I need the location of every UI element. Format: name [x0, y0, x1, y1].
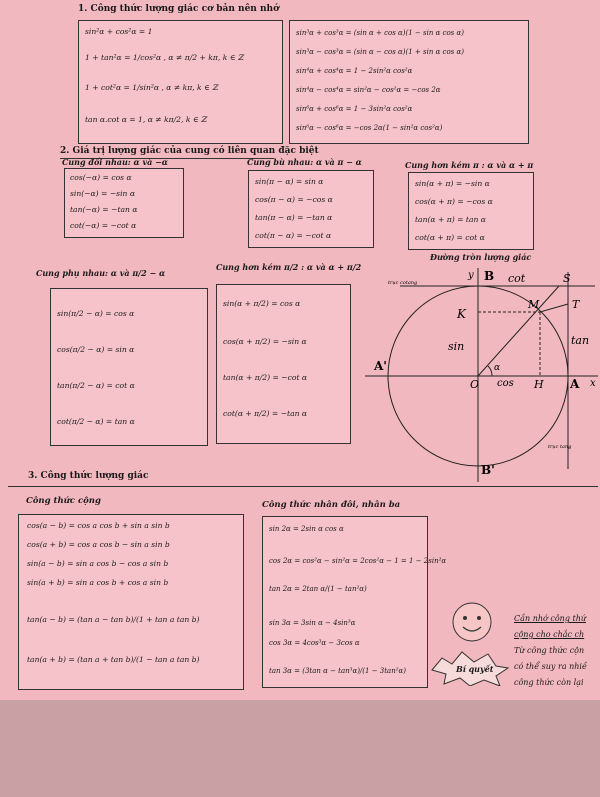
note-line: cộng cho chắc ch	[514, 630, 585, 639]
power-formula: sin⁶α − cos⁶α = −cos 2α(1 − sin²α cos²α)	[296, 124, 443, 132]
multiplication-formula: sin 3α = 3sin α − 4sin³α	[269, 619, 356, 627]
pi-diff-formula: cot(α + π) = cot α	[415, 233, 485, 242]
multiplication-formula: tan 3α = (3tan α − tan³α)/(1 − 3tan²α)	[269, 667, 406, 675]
label-a: A	[570, 377, 580, 391]
smiley-eye	[463, 616, 467, 620]
label-t: T	[572, 298, 580, 311]
pi-diff-formula: sin(α + π) = −sin α	[415, 179, 490, 188]
label-tan: tan	[571, 334, 590, 347]
multiplication-formula: cos 3α = 4cos³α − 3cos α	[269, 639, 360, 647]
label-m: M	[528, 298, 540, 311]
label-sin: sin	[448, 340, 465, 353]
half-pi-diff-formula: cot(α + π/2) = −tan α	[223, 409, 308, 418]
multiplication-formula: sin 2α = 2sin α cos α	[269, 525, 344, 533]
label-a-prime: A'	[374, 359, 387, 373]
smiley-eye	[477, 616, 481, 620]
complement-formula: sin(π/2 − α) = cos α	[57, 309, 135, 318]
complement-box	[50, 288, 208, 446]
note-line: công thức còn lại	[514, 678, 584, 687]
addition-formula: cos(a + b) = cos a cos b − sin a sin b	[27, 540, 170, 549]
complement-formula: tan(π/2 − α) = cot α	[57, 381, 135, 390]
half-pi-diff-formula: tan(α + π/2) = −cot α	[223, 373, 308, 382]
opposite-formula: cot(−α) = −cot α	[70, 221, 137, 230]
supplement-formula: cot(π − α) = −cot α	[255, 231, 332, 240]
label-o: O	[470, 378, 480, 391]
complement-formula: cot(π/2 − α) = tan α	[57, 417, 135, 426]
complement-title: Cung phụ nhau: α và π/2 − α	[36, 268, 166, 278]
label-alpha: α	[494, 363, 501, 373]
supplement-formula: cos(π − α) = −cos α	[255, 195, 333, 204]
label-cotangent-axis: trục cotang	[388, 280, 418, 286]
circle-title: Đường tròn lượng giác	[430, 252, 532, 262]
label-s: S	[563, 272, 571, 285]
pi-diff-formula: tan(α + π) = tan α	[415, 215, 486, 224]
addition-formula: sin(a + b) = sin a cos b + cos a sin b	[27, 578, 169, 587]
addition-formula: tan(a − b) = (tan a − tan b)/(1 + tan a tan b)	[27, 615, 200, 624]
label-y: y	[468, 270, 474, 281]
note-line: Cần nhớ công thứ	[514, 614, 587, 623]
ray-to-s	[478, 286, 559, 376]
opposite-box	[64, 168, 184, 238]
multiplication-box	[262, 516, 447, 688]
table-surface	[0, 700, 600, 797]
half-pi-diff-formula: cos(α + π/2) = −sin α	[223, 337, 307, 346]
section1-right-box	[289, 20, 529, 144]
label-k: K	[457, 307, 466, 321]
opposite-title: Cung đối nhau: α và −α	[62, 157, 168, 167]
note-line: Từ công thức cộn	[514, 646, 585, 655]
opposite-formula: tan(−α) = −tan α	[70, 205, 138, 214]
complement-formula: cos(π/2 − α) = sin α	[57, 345, 135, 354]
multiplication-formula: cos 2α = cos²α − sin²α = 2cos²α − 1 = 1 − 2sin²α	[269, 557, 447, 565]
section3-title: 3. Công thức lượng giác	[28, 471, 149, 481]
power-formula: sin⁴α + cos⁴α = 1 − 2sin²α cos²α	[296, 67, 413, 75]
pi-diff-box	[408, 172, 534, 250]
section1-left-box	[78, 20, 283, 144]
note-line: có thể suy ra nhiề	[514, 662, 587, 671]
label-b: B	[484, 269, 495, 283]
label-tangent-axis: trục tang	[548, 444, 572, 450]
opposite-formula: sin(−α) = −sin α	[70, 189, 135, 198]
label-h: H	[534, 378, 544, 391]
section1-title: 1. Công thức lượng giác cơ bản nên nhớ	[78, 4, 280, 14]
ray-to-t	[540, 304, 568, 312]
pi-diff-title: Cung hơn kém π : α và α + π	[405, 160, 534, 170]
add-title: Công thức cộng	[26, 496, 101, 506]
addition-box	[18, 514, 244, 690]
supplement-formula: tan(π − α) = −tan α	[255, 213, 333, 222]
label-cos: cos	[497, 378, 514, 389]
smiley-head	[453, 603, 491, 641]
half-pi-diff-formula: sin(α + π/2) = cos α	[223, 299, 301, 308]
tip-badge: Bí quyết	[456, 664, 494, 674]
label-cot: cot	[508, 272, 526, 285]
section3-rule	[8, 486, 598, 487]
opposite-formula: cos(−α) = cos α	[70, 173, 132, 182]
multiplication-formula: tan 2α = 2tan α/(1 − tan²α)	[269, 585, 367, 593]
power-formula: sin³α + cos³α = (sin α + cos α)(1 − sin α cos α)	[296, 29, 464, 37]
identity-formula: 1 + tan²α = 1/cos²α , α ≠ π/2 + kπ, k ∈ ℤ	[85, 53, 244, 62]
addition-formula: tan(a + b) = (tan a + tan b)/(1 − tan a tan b)	[27, 655, 200, 664]
mult-title: Công thức nhân đôi, nhân ba	[262, 500, 401, 510]
identity-formula: 1 + cot²α = 1/sin²α , α ≠ kπ, k ∈ ℤ	[85, 83, 218, 92]
addition-formula: sin(a − b) = sin a cos b − cos a sin b	[27, 559, 169, 568]
supplement-title: Cung bù nhau: α và π − α	[247, 157, 362, 167]
supplement-box	[248, 170, 374, 248]
supplement-formula: sin(π − α) = sin α	[255, 177, 324, 186]
unit-circle-diagram	[360, 264, 600, 484]
label-x: x	[590, 378, 596, 389]
label-b-prime: B'	[481, 463, 495, 477]
power-formula: sin³α − cos³α = (sin α − cos α)(1 + sin α cos α)	[296, 48, 464, 56]
addition-formula: cos(a − b) = cos a cos b + sin a sin b	[27, 521, 170, 530]
half-pi-diff-title: Cung hơn kém π/2 : α và α + π/2	[216, 262, 362, 272]
power-formula: sin⁶α + cos⁶α = 1 − 3sin²α cos²α	[296, 105, 413, 113]
identity-formula: sin²α + cos²α = 1	[85, 27, 153, 36]
half-pi-diff-box	[216, 284, 351, 444]
pi-diff-formula: cos(α + π) = −cos α	[415, 197, 493, 206]
identity-formula: tan α.cot α = 1, α ≠ kπ/2, k ∈ ℤ	[85, 115, 207, 124]
section2-title: 2. Giá trị lượng giác của cung có liên quan đặc biệt	[60, 146, 319, 156]
angle-arc	[488, 366, 492, 376]
power-formula: sin⁴α − cos⁴α = sin²α − cos²α = −cos 2α	[296, 86, 441, 94]
